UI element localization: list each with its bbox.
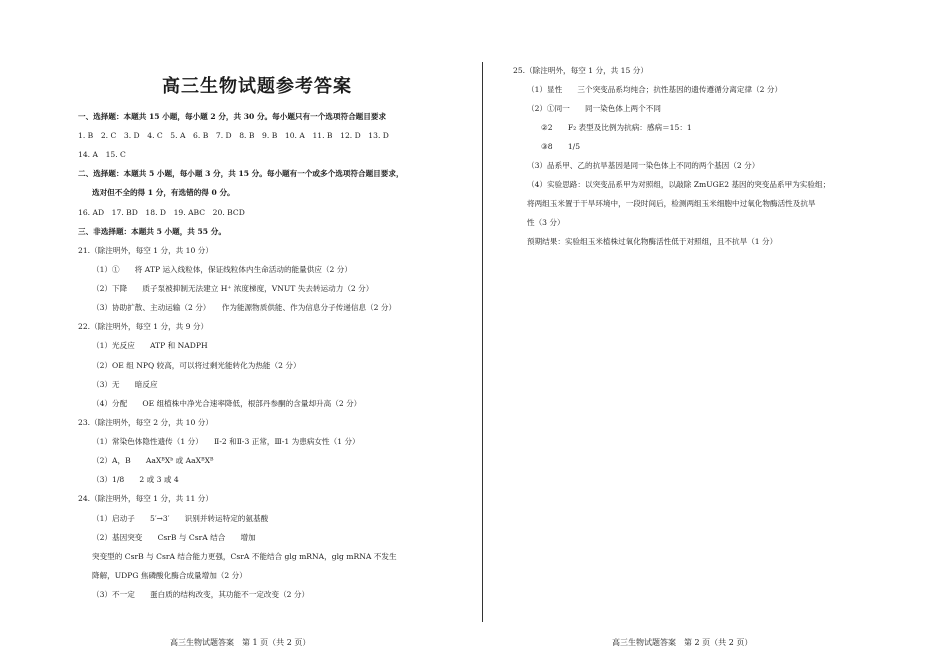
answer-line: 性（3 分）	[527, 218, 565, 227]
question-24-header: 24.（除注明外，每空 1 分，共 11 分）	[78, 494, 213, 503]
answer-line: （4）实验思路：以突变品系甲为对照组，以敲除 ZmUGE2 基因的突变品系甲为实验组；	[527, 180, 831, 189]
section-2-heading-cont: 选对但不全的得 1 分，有选错的得 0 分。	[92, 188, 235, 197]
answer-line: （1）光反应 ATP 和 NADPH	[92, 341, 208, 350]
answer-line: 将两组玉米置于干旱环境中，一段时间后，检测两组玉米细胞中过氧化物酶活性及抗旱	[527, 199, 816, 208]
answer-line: （2）①同一 同一染色体上两个不同	[527, 104, 661, 113]
answer-line: 14. A 15. C	[78, 150, 126, 159]
page-title: 高三生物试题参考答案	[162, 76, 352, 97]
answer-line: ③8 1/5	[541, 142, 581, 151]
page-1-footer: 高三生物试题答案 第 1 页（共 2 页）	[170, 638, 311, 647]
section-2-heading: 二、选择题：本题共 5 小题，每小题 3 分，共 15 分。每小题有一个或多个选项符合题目要求，	[78, 169, 404, 178]
answer-line: 突变型的 CsrB 与 CsrA 结合能力更强，CsrA 不能结合 glg mRNA，glg mRNA 不发生	[92, 552, 397, 561]
answer-line: （2）下降 质子泵被抑制无法建立 H⁺ 浓度梯度，VNUT 失去转运动力（2 分）	[92, 284, 374, 293]
page-divider	[482, 62, 483, 622]
question-22-header: 22.（除注明外，每空 1 分，共 9 分）	[78, 322, 209, 331]
answer-line: （3）无 暗反应	[92, 380, 158, 389]
answer-line: （3）协助扩散、主动运输（2 分） 作为能源物质供能、作为信息分子传递信息（2 分）	[92, 303, 397, 312]
answer-line: （2）OE 组 NPQ 较高，可以将过剩光能转化为热能（2 分）	[92, 361, 301, 370]
answer-line: 1. B 2. C 3. D 4. C 5. A 6. B 7. D 8. B 9. B 10. A 11. B 12. D 13. D	[78, 131, 389, 140]
question-25-header: 25.（除注明外，每空 1 分，共 15 分）	[513, 66, 648, 75]
answer-line: （2）基因突变 CsrB 与 CsrA 结合 增加	[92, 533, 256, 542]
answer-line: （1）常染色体隐性遗传（1 分） Ⅱ-2 和Ⅱ-3 正常，Ⅲ-1 为患病女性（1 分）	[92, 437, 360, 446]
answer-line: （1）启动子 5′→3′ 识别并转运特定的氨基酸	[92, 514, 269, 523]
answer-line: （4）分配 OE 组植株中净光合速率降低，根部丹参酮的含量却升高（2 分）	[92, 399, 362, 408]
question-23-header: 23.（除注明外，每空 2 分，共 10 分）	[78, 418, 213, 427]
question-21-header: 21.（除注明外，每空 1 分，共 10 分）	[78, 246, 213, 255]
answer-line: （1）显性 三个突变品系均纯合；抗性基因的遗传遵循分离定律（2 分）	[527, 85, 783, 94]
section-3-heading: 三、非选择题：本题共 5 小题，共 55 分。	[78, 227, 226, 236]
answer-line: （2）A，B AaXᴮXᵇ 或 AaXᴮXᴮ	[92, 456, 214, 465]
answer-line: 预期结果：实验组玉米植株过氧化物酶活性低于对照组，且不抗旱（1 分）	[527, 237, 778, 246]
section-1-heading: 一、选择题：本题共 15 小题，每小题 2 分，共 30 分。每小题只有一个选项符合题目要求	[78, 112, 387, 121]
answer-line: （3）不一定 蛋白质的结构改变，其功能不一定改变（2 分）	[92, 590, 310, 599]
answer-line: 降解，UDPG 焦磷酸化酶合成量增加（2 分）	[92, 571, 247, 580]
answer-line: （1）① 将 ATP 运入线粒体，保证线粒体内生命活动的能量供应（2 分）	[92, 265, 352, 274]
answer-line: 16. AD 17. BD 18. D 19. ABC 20. BCD	[78, 208, 245, 217]
answer-line: （3）1/8 2 或 3 或 4	[92, 475, 179, 484]
answer-line: ②2 F₂ 表型及比例为抗病：感病＝15：1	[541, 123, 692, 132]
page-2-footer: 高三生物试题答案 第 2 页（共 2 页）	[612, 638, 753, 647]
answer-line: （3）品系甲、乙的抗旱基因是同一染色体上不同的两个基因（2 分）	[527, 161, 760, 170]
